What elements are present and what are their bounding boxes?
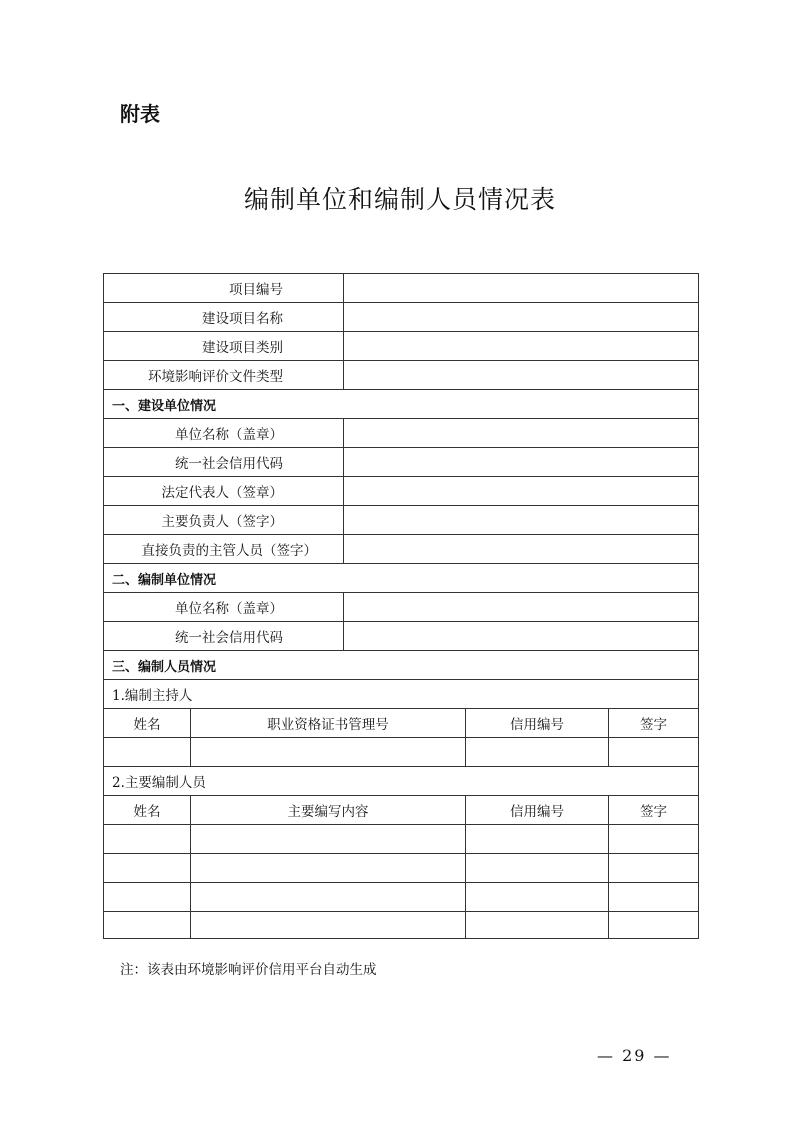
host-cert-cell[interactable] [191,738,466,767]
staff-data-row [104,883,699,912]
staff-data-row [104,912,699,939]
direct-manager-label: 直接负责的主管人员（签字） [104,535,344,564]
staff-name-cell[interactable] [104,883,191,912]
staff-credit-cell[interactable] [466,825,609,854]
staff-col-sign: 签字 [609,796,699,825]
form-row [104,535,699,564]
project-category-field[interactable] [344,332,699,361]
form-row [104,477,699,506]
direct-manager-field[interactable] [344,535,699,564]
staff-content-cell[interactable] [191,825,466,854]
form-row [104,593,699,622]
document-title: 编制单位和编制人员情况表 [243,185,556,214]
subsection-row [104,680,699,709]
personnel-form-table [103,273,699,939]
staff-content-cell[interactable] [191,912,466,939]
builder-unit-name-label: 单位名称（盖章） [104,419,344,448]
footnote: 注：该表由环境影响评价信用平台自动生成 [120,962,377,978]
host-col-cert: 职业资格证书管理号 [191,709,466,738]
builder-credit-code-field[interactable] [344,448,699,477]
staff-col-name: 姓名 [104,796,191,825]
form-row [104,448,699,477]
form-row [104,274,699,303]
legal-rep-field[interactable] [344,477,699,506]
form-row [104,622,699,651]
project-name-label: 建设项目名称 [104,303,344,332]
staff-content-cell[interactable] [191,883,466,912]
builder-unit-name-field[interactable] [344,419,699,448]
eia-doc-type-field[interactable] [344,361,699,390]
staff-sign-cell[interactable] [609,854,699,883]
compiler-unit-name-label: 单位名称（盖章） [104,593,344,622]
staff-credit-cell[interactable] [466,912,609,939]
host-header-row [104,709,699,738]
form-row [104,361,699,390]
attachment-label: 附表 [120,102,160,126]
form-row [104,419,699,448]
staff-data-row [104,825,699,854]
section3-title: 三、编制人员情况 [104,651,699,680]
compiler-unit-name-field[interactable] [344,593,699,622]
compiler-credit-code-field[interactable] [344,622,699,651]
host-subsection-title: 1.编制主持人 [104,680,699,709]
staff-subsection-title: 2.主要编制人员 [104,767,699,796]
staff-name-cell[interactable] [104,825,191,854]
host-col-sign: 签字 [609,709,699,738]
staff-name-cell[interactable] [104,854,191,883]
project-no-field[interactable] [344,274,699,303]
section-row [104,651,699,680]
host-credit-cell[interactable] [466,738,609,767]
form-row [104,506,699,535]
project-name-field[interactable] [344,303,699,332]
compiler-credit-code-label: 统一社会信用代码 [104,622,344,651]
staff-data-row [104,854,699,883]
section1-title: 一、建设单位情况 [104,390,699,419]
project-no-label: 项目编号 [104,274,344,303]
staff-credit-cell[interactable] [466,854,609,883]
host-col-credit: 信用编号 [466,709,609,738]
staff-sign-cell[interactable] [609,825,699,854]
eia-doc-type-label: 环境影响评价文件类型 [104,361,344,390]
section2-title: 二、编制单位情况 [104,564,699,593]
section-row [104,390,699,419]
staff-sign-cell[interactable] [609,883,699,912]
subsection-row [104,767,699,796]
staff-credit-cell[interactable] [466,883,609,912]
legal-rep-label: 法定代表人（签章） [104,477,344,506]
staff-col-credit: 信用编号 [466,796,609,825]
staff-name-cell[interactable] [104,912,191,939]
main-person-label: 主要负责人（签字） [104,506,344,535]
main-person-field[interactable] [344,506,699,535]
staff-sign-cell[interactable] [609,912,699,939]
form-row [104,332,699,361]
host-name-cell[interactable] [104,738,191,767]
form-row [104,303,699,332]
project-category-label: 建设项目类别 [104,332,344,361]
staff-col-content: 主要编写内容 [191,796,466,825]
host-col-name: 姓名 [104,709,191,738]
staff-header-row [104,796,699,825]
page-number: — 29 — [597,1046,672,1065]
section-row [104,564,699,593]
host-data-row [104,738,699,767]
builder-credit-code-label: 统一社会信用代码 [104,448,344,477]
host-sign-cell[interactable] [609,738,699,767]
staff-content-cell[interactable] [191,854,466,883]
